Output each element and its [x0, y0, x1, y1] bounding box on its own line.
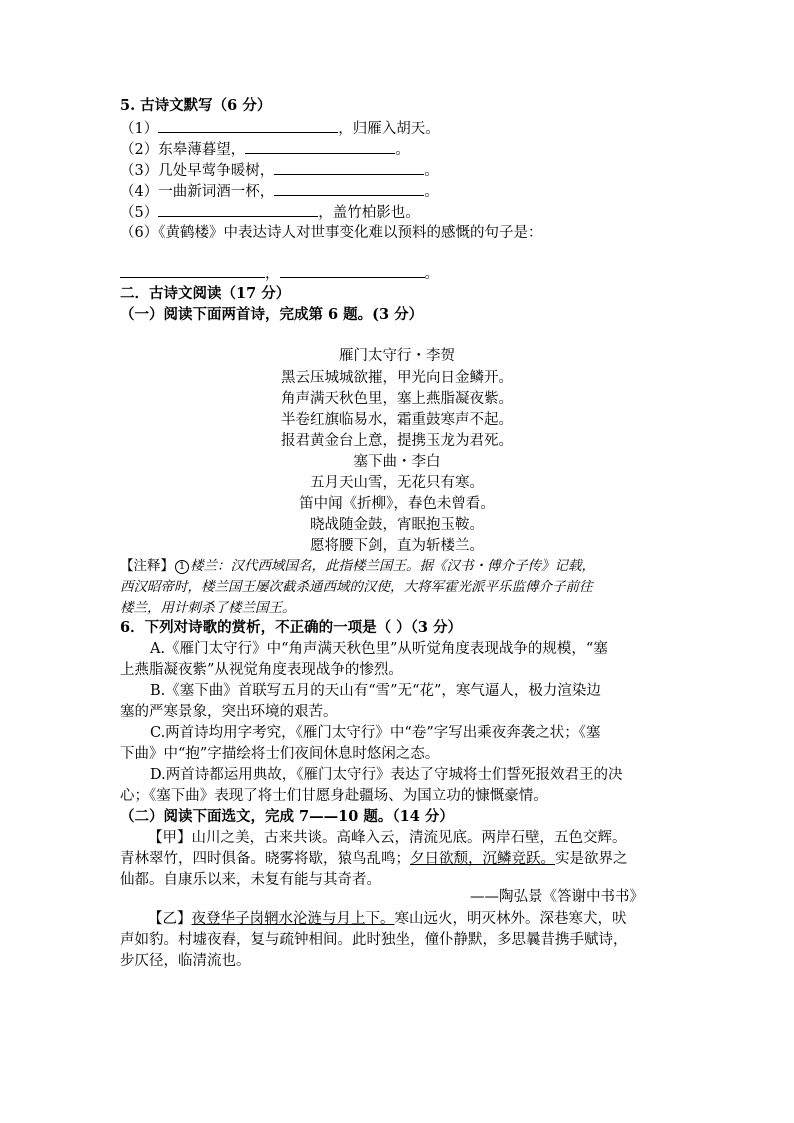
passage-text: 青林翠竹，四时俱备。晓雾将歇，猿鸟乱鸣； — [120, 851, 410, 867]
annotation-line: 西汉昭帝时，楼兰国王屡次截杀通西域的汉使，大将军霍光派平乐监傅介子前往 — [120, 579, 593, 595]
passage-yi-line: 声如豹。村墟夜舂，复与疏钟相间。此时独坐，僮仆静默，多思曩昔携手赋诗， — [120, 932, 628, 948]
item-number: （6） — [120, 225, 159, 241]
poem1-line: 报君黄金台上意，提携玉龙为君死。 — [281, 433, 513, 449]
passage-jia-line: 仙都。自康乐以来，未复有能与其奇者。 — [120, 872, 381, 888]
comma: ， — [265, 266, 280, 282]
q5-item-1 — [120, 118, 440, 139]
passage-text: 寒山远火，明灭林外。深巷寒犬，吠 — [394, 911, 627, 927]
poem2-line: 五月天山雪，无花只有寒。 — [310, 475, 484, 491]
q6-option-d-cont: 心；《塞下曲》表现了将士们甘愿身赴疆场、为国立功的慷慨豪情。 — [120, 788, 548, 804]
passage-jia-line: 【甲】山川之美，古来共谈。高峰入云，清流见底。两岸石壁，五色交辉。 — [148, 830, 627, 846]
poem1-title: 雁门太守行・李贺 — [339, 348, 455, 364]
item-text: 《黄鹤楼》中表达诗人对世事变化难以预料的感慨的句子是： — [158, 225, 543, 241]
item-end: 。 — [395, 142, 410, 158]
q6-option-d[interactable]: D.两首诗都运用典故，《雁门太守行》表达了守城将士们誓死报效君王的决 — [150, 767, 623, 783]
annotation-label: 【注释】 — [120, 558, 174, 574]
q5-title: 5. 古诗文默写（6 分） — [120, 97, 272, 114]
q6-option-a[interactable]: A.《雁门太守行》中“角声满天秋色里”从听觉角度表现战争的规模，“塞 — [150, 641, 608, 657]
passage-jia-line — [120, 849, 628, 869]
item-text: 一曲新词酒一杯， — [158, 184, 275, 200]
item-text: ，盖竹柏影也。 — [318, 205, 420, 221]
answer-blank[interactable] — [158, 118, 338, 133]
item-end: 。 — [424, 163, 439, 179]
q5-item-3 — [120, 160, 439, 181]
q6-option-c[interactable]: C.两首诗均用字考究，《雁门太守行》中“卷”字写出乘夜奔袭之状；《塞 — [150, 725, 601, 741]
annotation-line — [120, 556, 595, 576]
item-text: 几处早莺争暖树， — [158, 163, 275, 179]
q6-option-a-cont: 上燕脂凝夜紫”从视觉角度表现战争的惨烈。 — [120, 662, 403, 678]
passage-text: 实是欲界之 — [555, 851, 628, 867]
q5-item-6 — [120, 223, 542, 243]
item-number: （3） — [120, 163, 159, 179]
period: 。 — [424, 266, 439, 282]
q5-item-6-answer — [120, 263, 439, 284]
answer-blank[interactable] — [280, 263, 425, 278]
poem2-title: 塞下曲・李白 — [353, 454, 441, 470]
underlined-sentence: 夜登华子岗辋水沦涟与月上下。 — [191, 911, 395, 927]
q5-item-2 — [120, 139, 410, 160]
q6-option-c-cont: 下曲》中“抱”字描绘将士们夜间休息时悠闲之态。 — [120, 746, 440, 762]
q5-item-5 — [120, 202, 420, 223]
answer-blank[interactable] — [120, 263, 265, 278]
q6-option-b-cont: 塞的严寒景象，突出环境的艰苦。 — [120, 704, 338, 720]
answer-blank[interactable] — [245, 139, 395, 154]
annotation-marker: 1 — [175, 560, 189, 574]
passage-label: 【乙】 — [148, 911, 192, 927]
passage-yi-line — [148, 909, 627, 929]
poem2-line: 笛中闻《折柳》，春色未曾看。 — [299, 496, 495, 512]
part-1-title: （一）阅读下面两首诗，完成第 6 题。(3 分） — [120, 306, 424, 323]
q5-item-4 — [120, 181, 439, 202]
poem1-line: 角声满天秋色里，塞上燕脂凝夜紫。 — [281, 391, 513, 407]
passage-jia-source: ——陶弘景《答谢中书书》 — [470, 889, 644, 905]
q6-option-b[interactable]: B.《塞下曲》首联写五月的天山有“雪”无“花”，寒气逼人，极力渲染边 — [150, 683, 601, 699]
item-number: （2） — [120, 142, 159, 158]
poem1-line: 黑云压城城欲摧，甲光向日金鳞开。 — [281, 370, 513, 386]
section-2-title: 二．古诗文阅读（17 分） — [120, 285, 291, 302]
part-2-title: （二）阅读下面选文，完成 7——10 题。（14 分） — [120, 808, 454, 825]
poem1-line: 半卷红旗临易水，霜重鼓寒声不起。 — [281, 412, 513, 428]
item-end: 。 — [424, 184, 439, 200]
annotation-line: 楼兰，用计刺杀了楼兰国王。 — [120, 600, 296, 616]
item-text: 东皋薄暮望， — [158, 142, 246, 158]
annotation-text: 楼兰：汉代西域国名，此指楼兰国王。据《汉书・傅介子传》记载， — [190, 558, 595, 574]
poem2-line: 晓战随金鼓，宵眠抱玉鞍。 — [310, 517, 484, 533]
underlined-sentence: 夕日欲颓，沉鳞竞跃。 — [410, 851, 555, 867]
item-number: （5） — [120, 205, 159, 221]
poem2-line: 愿将腰下剑，直为斩楼兰。 — [310, 538, 484, 554]
item-number: （1） — [120, 121, 159, 137]
item-text: ，归雁入胡天。 — [338, 121, 440, 137]
q6-title: 6．下列对诗歌的赏析，不正确的一项是（ ）（3 分） — [120, 619, 463, 636]
answer-blank[interactable] — [274, 160, 424, 175]
answer-blank[interactable] — [274, 181, 424, 196]
item-number: （4） — [120, 184, 159, 200]
answer-blank[interactable] — [158, 202, 318, 217]
passage-yi-line: 步仄径，临清流也。 — [120, 953, 251, 969]
